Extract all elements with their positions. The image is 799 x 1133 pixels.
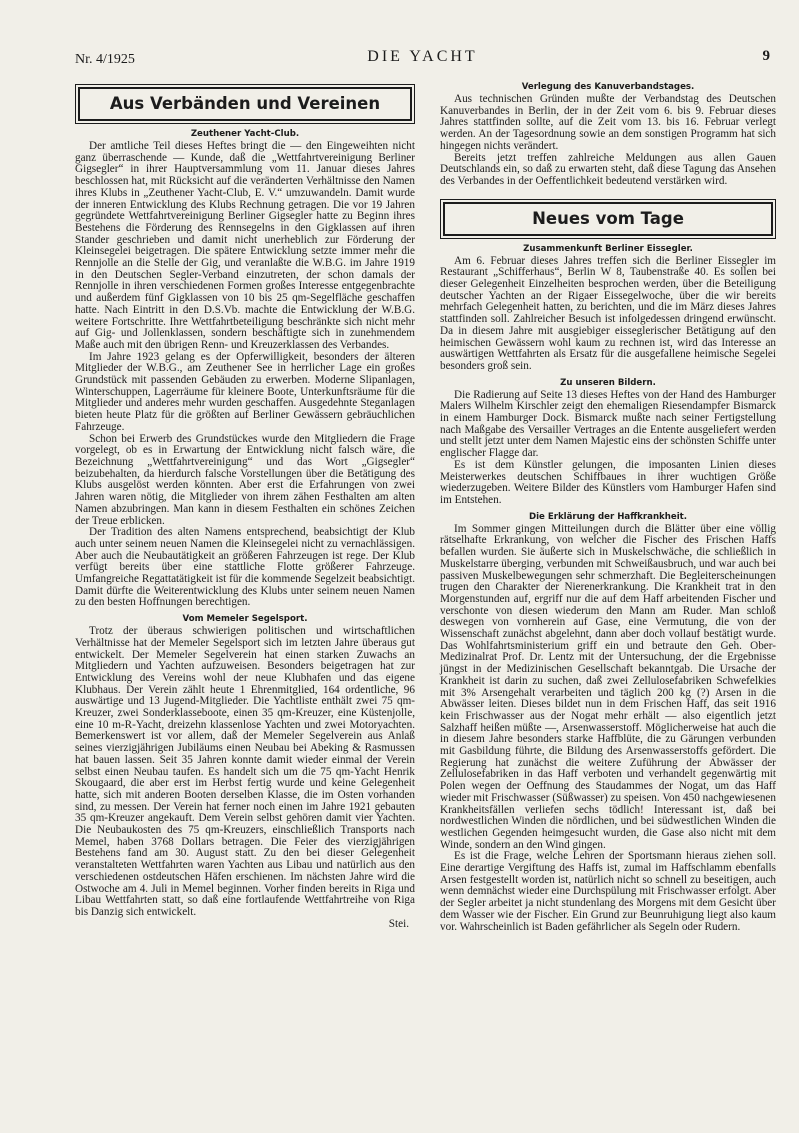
article-paragraph: Die Radierung auf Seite 13 dieses Heftes von der Hand des Hamburger Malers Wilhelm Kirschler zeigt den ehemaligen Riesendampfer Bismarck in einem Hamburger Dock. Bismarck mußte nach seiner Fertigstellung nach Maßgabe des Versailler Vertrages an die Entente ausgeliefert werden und stellt jetzt unter dem Namen Majestic eins der schönsten Schiffe unter englischer Flagge dar. [440,388,776,460]
article-paragraph: Es ist dem Künstler gelungen, die imposanten Linien dieses Meisterwerkes deutschen Schiffbaues in ihrer wuchtigen Größe wiederzugeben. Weitere Bilder des Künstlers vom Hamburger Hafen sind im Entstehen. [440,458,776,506]
article-paragraph: Schon bei Erwerb des Grundstückes wurde den Mitgliedern die Frage vorgelegt, ob es in Erwartung der Entwicklung nicht falsch wäre, die Bezeichnung „Wettfahrtvereinigung“ und das Wort „Gigsegler“ beizubehalten, da hierdurch falsche Vorstellungen über die Betätigung des Klubs ausgelöst werden könnten. Aber erst die Erfahrungen von zwei Jahren waren nötig, die Mitglieder von ihrem zähen Festhalten am alten Namen abzubringen. Man kann in diesem Festhalten ein schönes Zeichen der Treue erblicken. [75,432,415,527]
page-number: 9 [762,48,770,64]
article-title: Vom Memeler Segelsport. [182,614,308,625]
right-column [440,82,776,933]
article-paragraph: Im Jahre 1923 gelang es der Opferwilligkeit, besonders der älteren Mitglieder der W.B.G., am Zeuthener See in herrlicher Lage ein großes Grundstück mit passenden Gebäuden zu erwerben. Moderne Slipanlagen, Winterschuppen, Lagerräume für kleinere Boote, Unterkunftsräume für die Mitglieder und anderes mehr wurden geschaffen. Ausgedehnte Steganlagen bieten heute Platz für die größten auf Berliner Gewässern gebräuchlichen Fahrzeuge. [75,350,415,433]
article-title: Verlegung des Kanuverbandstages. [521,82,695,92]
article-bildern [440,378,776,507]
left-column [75,82,415,930]
issue-number: Nr. 4/1925 [75,52,135,67]
article-paragraph: Es ist die Frage, welche Lehren der Sportsmann hieraus ziehen soll. Eine derartige Vergiftung des Haffs ist, zumal im Haffschlamm ebenfalls Arsen festgestellt worden ist, natürlich nicht so schnell zu beseitigen, auch wenn demnächst wieder eine Durchspülung mit Frischwasser erfolgt. Aber der Segler arbeitet ja nicht stundenlang des Morgens mit dem Gesicht über dem Wasser wie der Fischer. Ein Grund zur Beunruhigung liegt also kaum vor. Wahrscheinlich ist Baden gefährlicher als Segeln oder Rudern. [440,850,776,933]
article-paragraph: Bereits jetzt treffen zahlreiche Meldungen aus allen Gauen Deutschlands ein, so daß zu erwarten steht, daß diese Tagung das Ansehen des Verbandes in der Oeffentlichkeit bedeutend verstärken wird. [440,151,776,187]
article-title: Die Erklärung der Haffkrankheit. [528,511,688,522]
article-paragraph: Im Sommer gingen Mitteilungen durch die Blätter über eine völlig rätselhafte Erkrankung, von welcher die Fischer des Frischen Haffs befallen wurden. Sie äußerte sich in Muskelschwäche, die schließlich in Muskelstarre überging, verbunden mit Schweißausbruch, und war auch bei passiven Muskelbewegungen sehr schmerzhaft. Die Begleiterscheinungen trugen den Charakter der Nierenerkrankung. Die Krankheit trat in den Morgenstunden auf, ergriff nur die auf dem Haff arbeitenden Fischer und verschonte von diesen wiederum den Mann am Ruder. Man schloß deswegen von vornherein auf Gase, eine Vermutung, die von der Wissenschaft zunächst abgelehnt, dann aber doch vollauf bestätigt wurde. Das Wohlfahrtsministerium griff ein und betraute den Geh. Ober-Medizinalrat Prof. Dr. Lentz mit der Untersuchung, der die Ergebnisse jüngst in der Medizinischen Gesellschaft bekanntgab. Die Ursache der Krankheit ist darin zu suchen, daß zwei Zellulosefabriken Schwefelkies mit 3% Arsengehalt verarbeiten und täglich 200 kg (?) Arsen in die Abwässer leiten. Dieses bildet nun in dem Frischen Haff, das seit 1916 kein Frischwasser aus der Nogat mehr erhält — also eigentlich jetzt Salzhaff heißen müßte —, Arsenwasserstoff. Möglicherweise hat auch die in diesem Jahre besonders starke Haffblüte, die zu Gärungen verbunden mit Gasbildung führte, die Bildung des Arsenwasserstoffs gefördert. Die Regierung hat zunächst die weitere Zuführung der Abwässer der Zellulosefabriken in das Haff verboten und verhandelt gegenwärtig mit Polen wegen der Oeffnung des Staudammes der Nogat, um das Haff wieder mit Frischwasser (Süßwasser) zu speisen. Von 450 nachgewiesenen Krankheitsfällen verliefen sechs tödlich! Interessant ist, daß bei nordwestlichen Winden die nördlichen, und bei südwestlichen Winden die westlichen Gegenden heimgesucht wurden, die Gase also nicht mit dem Winde, sondern an den Wind gingen. [440,522,776,851]
article-eissegler [440,244,776,373]
section-title-verbaende: Aus Verbänden und Vereinen [78,87,412,121]
article-paragraph: Aus technischen Gründen mußte der Verbandstag des Deutschen Kanuverbandes in Berlin, der in der Zeit vom 6. bis 9. Februar dieses Jahres stattfinden sollte, auf die Zeit vom 13. bis 16. Februar verlegt werden. An der Tagesordnung sowie an dem sonstigen Programm hat sich hingegen nichts verändert. [440,93,776,152]
article-haffkrankheit [440,512,776,934]
article-memeler [75,614,415,930]
article-title: Zusammenkunft Berliner Eissegler. [523,243,693,254]
article-paragraph: Trotz der überaus schwierigen politischen und wirtschaftlichen Verhältnisse hat der Memeler Segelsport sich im letzten Jahre überaus gut entwickelt. Der Memeler Segelverein hat einen starken Zuwachs an Mitgliedern und Yachten aufzuweisen. Besonders beigetragen hat zur Entwicklung des Vereins wohl der neue Klubhafen und das eigene Klubhaus. Der Verein zählt heute 1 Ehrenmitglied, 164 ordentliche, 96 auswärtige und 13 Jugend-Mitglieder. Die Yachtliste enthält zwei 75 qm-Kreuzer, zwei Sonderklasseboote, einen 35 qm-Kreuzer, eine Küstenjolle, eine 10 m-R-Yacht, dreizehn klassenlose Yachten und zwei Motoryachten. Bemerkenswert ist vor allem, daß der Memeler Segelverein aus Anlaß seines vierzigjährigen Jubiläums einen Neubau bei Abeking & Rasmussen hat bauen lassen. Seit 35 Jahren konnte damit wieder einmal der Verein selbst einen Neubau taufen. Es handelt sich um die 75 qm-Yacht Henrik Skougaard, die aber erst im Herbst fertig wurde und keine Gelegenheit hatte, sich mit anderen Booten derselben Klasse, die im Osten vorhanden sind, zu messen. Der Verein hat ferner noch einen im Jahre 1921 gebauten 35 qm-Kreuzer angekauft. Dem Verein selbst gehören damit vier Yachten. Die Neubaukosten des 75 qm-Kreuzers, einschließlich Transports nach Memel, haben 3768 Dollars betragen. Die Feier des vierzigjährigen Bestehens fand am 30. August statt. Zu den bei dieser Gelegenheit veranstalteten Wettfahrten waren Yachten aus Libau und natürlich aus den verschiedenen ostdeutschen Häfen erschienen. Im nächsten Jahre wird die Ostwoche am 4. Juli in Memel beginnen. Vorher finden bereits in Riga und Libau Wettfahrten statt, so daß eine fortlaufende Wettfahrtreihe von Riga bis Danzig sich entwickelt. [75,625,415,918]
page-header [75,48,770,70]
article-title: Zu unseren Bildern. [560,377,656,388]
article-zeuthener [75,129,415,609]
article-paragraph: Am 6. Februar dieses Jahres treffen sich die Berliner Eissegler im Restaurant „Schifferhaus“, Berlin W 8, Taubenstraße 40. Es sollen bei dieser Gelegenheit Einzelheiten besprochen werden, über die Beteiligung deutscher Yachten an der Rigaer Eissegelwoche, über die wir bereits mehrfach Gelegenheit hatten, zu berichten, und die im März dieses Jahres stattfinden soll. Zahlreicher Besuch ist infolgedessen dringend erwünscht. Da in diesem Jahre mit ausgiebiger eisseglerischer Betätigung auf den heimischen Gewässern wohl kaum zu rechnen ist, wird das Interesse an auswärtigen Wettfahrten als Ersatz für die ausgefallene heimische Segelei besonders groß sein. [440,254,776,372]
author-signature: Stei. [388,917,409,930]
magazine-title: DIE YACHT [367,48,478,65]
article-title: Zeuthener Yacht-Club. [190,129,300,139]
article-kanuverbandstag [440,82,776,188]
article-paragraph: Der Tradition des alten Namens entsprechend, beabsichtigt der Klub auch unter seinem neuen Namen die Kleinsegelei nicht zu vernachlässigen. Aber auch die Neubautätigkeit an größeren Fahrzeugen ist rege. Der Klub verfügt bereits über eine stattliche Flotte größerer Fahrzeuge. Umfangreiche Regattatätigkeit ist für die kommende Segelzeit beabsichtigt. Damit dürfte die Weiterentwicklung des Klubs unter seinem neuen Namen zu den besten Hoffnungen berechtigen. [75,526,415,609]
section-title-neues: Neues vom Tage [443,202,773,236]
article-paragraph: Der amtliche Teil dieses Heftes bringt die — den Eingeweihten nicht ganz überraschende — Kunde, daß die „Wettfahrtvereinigung Berliner Gigsegler“ in ihrer Hauptversammlung vom 11. Januar dieses Jahres beschlossen hat, mit Rücksicht auf die veränderten Verhältnisse den Namen ihres Klubs in „Zeuthener Yacht-Club, E. V.“ umzuwandeln. Damit wurde der inneren Entwicklung des Klubs Rechnung getragen. Die vor 19 Jahren gegründete Wettfahrtvereinigung Berliner Gigsegler hatte zu Beginn ihres Bestehens die Förderung des Rennsegelns in den Gigklassen auf ihren Stander geschrieben und damit nicht unerheblich zur Förderung der Kleinsegelei beigetragen. Die spätere Entwicklung setzte immer mehr die Rennjolle an die Stelle der Gig, und veranlaßte die W.B.G. im Jahre 1919 in den Deutschen Segler-Verband einzutreten, der schon damals der Rennjolle in ihren verschiedenen Formen großes Interesse entgegenbrachte und außerdem fünf Gigklassen von 10 bis 25 qm-Segelfläche geschaffen hatte. Nach Eintritt in den D.S.Vb. machte die Entwicklung der W.B.G. weitere Fortschritte. Ihre Wettfahrtbeteiligung beschränkte sich nicht mehr auf Gig- und Jollenklassen, sondern beschäftigte sich in zunehmendem Maße auch mit den übrigen Renn- und Kreuzerklassen des Verbandes. [75,140,415,351]
